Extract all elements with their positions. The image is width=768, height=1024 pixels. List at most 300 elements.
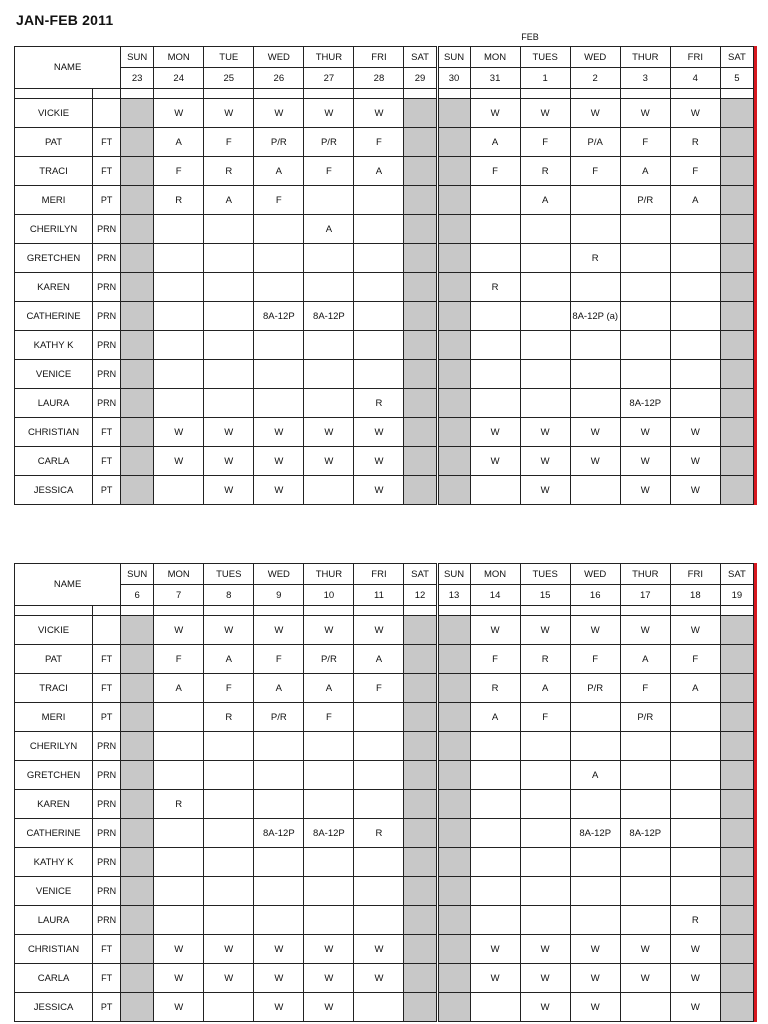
date-header: 14 xyxy=(470,585,520,606)
weekend-cell xyxy=(121,906,154,935)
shift-cell: W xyxy=(354,476,404,505)
shift-cell xyxy=(204,732,254,761)
spacer-cell xyxy=(520,89,570,99)
weekend-cell xyxy=(121,645,154,674)
shift-cell: A xyxy=(154,128,204,157)
weekend-cell xyxy=(404,848,437,877)
staff-row xyxy=(15,186,754,215)
staff-row xyxy=(15,476,754,505)
shift-cell xyxy=(570,848,620,877)
shift-cell xyxy=(154,848,204,877)
weekend-cell xyxy=(437,993,470,1022)
shift-cell: W xyxy=(520,993,570,1022)
day-of-week-header: THUR xyxy=(620,564,670,585)
weekend-cell xyxy=(437,418,470,447)
staff-name: VENICE xyxy=(15,877,93,906)
shift-cell: W xyxy=(620,616,670,645)
spacer-cell xyxy=(404,89,437,99)
shift-cell xyxy=(570,790,620,819)
weekend-cell xyxy=(404,935,437,964)
shift-cell xyxy=(354,732,404,761)
day-of-week-header: FRI xyxy=(354,564,404,585)
weekend-cell xyxy=(720,616,753,645)
shift-cell: W xyxy=(204,418,254,447)
shift-cell xyxy=(470,906,520,935)
shift-cell xyxy=(620,732,670,761)
shift-cell xyxy=(154,877,204,906)
shift-cell: W xyxy=(204,616,254,645)
shift-cell: W xyxy=(670,616,720,645)
weekend-cell xyxy=(720,157,753,186)
weekend-cell xyxy=(720,790,753,819)
shift-cell xyxy=(670,331,720,360)
shift-cell xyxy=(520,819,570,848)
weekend-cell xyxy=(720,476,753,505)
date-header: 17 xyxy=(620,585,670,606)
staff-name: CHRISTIAN xyxy=(15,418,93,447)
weekend-cell xyxy=(437,273,470,302)
day-of-week-header: SAT xyxy=(404,564,437,585)
shift-cell: A xyxy=(620,157,670,186)
shift-cell: F xyxy=(570,645,620,674)
weekend-cell xyxy=(720,215,753,244)
shift-cell xyxy=(204,331,254,360)
weekend-cell xyxy=(720,674,753,703)
shift-cell: 8A-12P xyxy=(570,819,620,848)
shift-cell: W xyxy=(254,99,304,128)
shift-cell xyxy=(354,302,404,331)
spacer-cell xyxy=(15,89,93,99)
weekend-cell xyxy=(121,244,154,273)
shift-cell xyxy=(354,790,404,819)
spacer-cell xyxy=(720,606,753,616)
weekend-cell xyxy=(437,447,470,476)
name-column-header: NAME xyxy=(15,47,121,89)
weekend-cell xyxy=(121,99,154,128)
weekend-cell xyxy=(404,186,437,215)
shift-cell: F xyxy=(470,157,520,186)
shift-cell: W xyxy=(254,418,304,447)
shift-cell: F xyxy=(354,128,404,157)
shift-cell: R xyxy=(204,703,254,732)
shift-cell xyxy=(154,360,204,389)
shift-cell: W xyxy=(254,616,304,645)
header-row-dates xyxy=(15,68,754,89)
spacer-cell xyxy=(15,606,93,616)
spacer-cell xyxy=(121,89,154,99)
weekend-cell xyxy=(720,186,753,215)
red-margin-line xyxy=(754,46,757,505)
day-of-week-header: SUN xyxy=(121,564,154,585)
shift-cell: A xyxy=(470,703,520,732)
staff-type: PRN xyxy=(93,302,121,331)
weekend-cell xyxy=(121,993,154,1022)
date-header: 2 xyxy=(570,68,620,89)
weekend-cell xyxy=(404,302,437,331)
shift-cell xyxy=(304,360,354,389)
shift-cell: W xyxy=(570,616,620,645)
shift-cell xyxy=(354,906,404,935)
spacer-cell xyxy=(720,89,753,99)
weekend-cell xyxy=(404,389,437,418)
shift-cell xyxy=(520,790,570,819)
staff-row xyxy=(15,964,754,993)
weekend-cell xyxy=(437,215,470,244)
shift-cell: P/A xyxy=(570,128,620,157)
weekend-cell xyxy=(404,157,437,186)
staff-name: CATHERINE xyxy=(15,302,93,331)
shift-cell: W xyxy=(354,964,404,993)
shift-cell: F xyxy=(470,645,520,674)
staff-row xyxy=(15,389,754,418)
weekend-cell xyxy=(121,935,154,964)
shift-cell xyxy=(254,761,304,790)
weekend-cell xyxy=(437,790,470,819)
staff-type: PRN xyxy=(93,331,121,360)
staff-name: VENICE xyxy=(15,360,93,389)
shift-cell: W xyxy=(620,418,670,447)
staff-row xyxy=(15,157,754,186)
weekend-cell xyxy=(437,906,470,935)
weekend-cell xyxy=(404,964,437,993)
shift-cell: W xyxy=(670,964,720,993)
shift-cell xyxy=(304,906,354,935)
weekend-cell xyxy=(437,674,470,703)
weekend-cell xyxy=(720,389,753,418)
date-header: 19 xyxy=(720,585,753,606)
shift-cell: A xyxy=(670,186,720,215)
day-of-week-header: THUR xyxy=(620,47,670,68)
shift-cell: W xyxy=(304,993,354,1022)
shift-cell: W xyxy=(204,99,254,128)
spacer-cell xyxy=(121,606,154,616)
weekend-cell xyxy=(437,99,470,128)
weekend-cell xyxy=(437,389,470,418)
shift-cell xyxy=(470,389,520,418)
staff-type: PT xyxy=(93,476,121,505)
shift-cell xyxy=(254,273,304,302)
day-of-week-header: THUR xyxy=(304,47,354,68)
date-header: 5 xyxy=(720,68,753,89)
weekend-cell xyxy=(121,761,154,790)
weekend-cell xyxy=(404,215,437,244)
staff-name: CHRISTIAN xyxy=(15,935,93,964)
day-of-week-header: TUE xyxy=(204,47,254,68)
shift-cell xyxy=(670,790,720,819)
shift-cell: F xyxy=(304,157,354,186)
staff-type: FT xyxy=(93,447,121,476)
spacer-cell xyxy=(470,89,520,99)
weekend-cell xyxy=(121,703,154,732)
shift-cell: W xyxy=(570,99,620,128)
shift-cell xyxy=(204,215,254,244)
shift-cell: P/R xyxy=(254,128,304,157)
weekend-cell xyxy=(121,674,154,703)
shift-cell: F xyxy=(670,645,720,674)
header-row-days xyxy=(15,47,754,68)
shift-cell: W xyxy=(670,99,720,128)
staff-row xyxy=(15,935,754,964)
spacer-cell xyxy=(437,606,470,616)
date-header: 12 xyxy=(404,585,437,606)
shift-cell xyxy=(620,302,670,331)
shift-cell: P/R xyxy=(254,703,304,732)
staff-row xyxy=(15,993,754,1022)
staff-row xyxy=(15,703,754,732)
shift-cell xyxy=(470,476,520,505)
staff-row xyxy=(15,848,754,877)
spacer-cell xyxy=(670,89,720,99)
weekend-cell xyxy=(437,244,470,273)
shift-cell xyxy=(620,273,670,302)
shift-cell: W xyxy=(470,964,520,993)
spacer-cell xyxy=(404,606,437,616)
shift-cell xyxy=(470,819,520,848)
day-of-week-header: WED xyxy=(254,564,304,585)
shift-cell: A xyxy=(304,215,354,244)
date-header: 27 xyxy=(304,68,354,89)
shift-cell xyxy=(520,302,570,331)
spacer-cell xyxy=(204,89,254,99)
shift-cell: W xyxy=(520,616,570,645)
shift-cell xyxy=(470,302,520,331)
shift-cell xyxy=(470,732,520,761)
staff-row xyxy=(15,877,754,906)
weekend-cell xyxy=(121,302,154,331)
staff-type: PRN xyxy=(93,360,121,389)
shift-cell xyxy=(570,906,620,935)
day-of-week-header: WED xyxy=(254,47,304,68)
staff-name: TRACI xyxy=(15,674,93,703)
shift-cell: W xyxy=(620,964,670,993)
shift-cell: W xyxy=(570,993,620,1022)
staff-type: PT xyxy=(93,186,121,215)
header-row-days xyxy=(15,564,754,585)
weekend-cell xyxy=(720,128,753,157)
weekend-cell xyxy=(720,99,753,128)
shift-cell: W xyxy=(304,418,354,447)
staff-name: TRACI xyxy=(15,157,93,186)
weekend-cell xyxy=(121,331,154,360)
shift-cell: A xyxy=(470,128,520,157)
shift-cell: W xyxy=(354,99,404,128)
day-of-week-header: SAT xyxy=(404,47,437,68)
staff-row xyxy=(15,215,754,244)
spacer-cell xyxy=(570,606,620,616)
date-header: 4 xyxy=(670,68,720,89)
name-column-header: NAME xyxy=(15,564,121,606)
shift-cell: 8A-12P xyxy=(304,302,354,331)
shift-cell xyxy=(204,906,254,935)
day-of-week-header: SAT xyxy=(720,564,753,585)
weekend-cell xyxy=(720,447,753,476)
shift-cell: A xyxy=(154,674,204,703)
shift-cell xyxy=(204,389,254,418)
weekend-cell xyxy=(404,360,437,389)
shift-cell: A xyxy=(620,645,670,674)
day-of-week-header: MON xyxy=(154,564,204,585)
shift-cell xyxy=(470,244,520,273)
shift-cell xyxy=(470,360,520,389)
shift-cell xyxy=(670,273,720,302)
shift-cell xyxy=(520,906,570,935)
shift-cell xyxy=(520,215,570,244)
day-of-week-header: FRI xyxy=(670,47,720,68)
day-of-week-header: TUES xyxy=(520,564,570,585)
date-header: 6 xyxy=(121,585,154,606)
staff-type: FT xyxy=(93,674,121,703)
staff-row xyxy=(15,418,754,447)
shift-cell xyxy=(470,761,520,790)
shift-cell: R xyxy=(154,186,204,215)
shift-cell: W xyxy=(470,418,520,447)
shift-cell: W xyxy=(470,935,520,964)
shift-cell xyxy=(354,331,404,360)
shift-cell: W xyxy=(204,935,254,964)
staff-row xyxy=(15,447,754,476)
date-header: 15 xyxy=(520,585,570,606)
shift-cell: W xyxy=(154,993,204,1022)
shift-cell: R xyxy=(570,244,620,273)
weekend-cell xyxy=(720,761,753,790)
weekend-cell xyxy=(437,157,470,186)
staff-name: JESSICA xyxy=(15,993,93,1022)
weekend-cell xyxy=(404,273,437,302)
shift-cell xyxy=(620,848,670,877)
shift-cell xyxy=(154,476,204,505)
weekend-cell xyxy=(437,964,470,993)
staff-row xyxy=(15,732,754,761)
shift-cell: W xyxy=(354,447,404,476)
date-header: 18 xyxy=(670,585,720,606)
shift-cell xyxy=(354,215,404,244)
shift-cell xyxy=(520,732,570,761)
shift-cell xyxy=(670,389,720,418)
weekend-cell xyxy=(437,331,470,360)
shift-cell xyxy=(520,244,570,273)
shift-cell: W xyxy=(670,418,720,447)
shift-cell: W xyxy=(470,99,520,128)
shift-cell xyxy=(354,186,404,215)
weekend-cell xyxy=(437,616,470,645)
shift-cell xyxy=(154,819,204,848)
weekend-cell xyxy=(720,331,753,360)
shift-cell xyxy=(670,302,720,331)
spacer-cell xyxy=(570,89,620,99)
staff-row xyxy=(15,331,754,360)
staff-name: KAREN xyxy=(15,273,93,302)
day-of-week-header: TUES xyxy=(204,564,254,585)
weekend-cell xyxy=(121,447,154,476)
shift-cell: F xyxy=(570,157,620,186)
weekend-cell xyxy=(121,186,154,215)
shift-cell: R xyxy=(154,790,204,819)
shift-cell xyxy=(570,703,620,732)
date-header: 29 xyxy=(404,68,437,89)
shift-cell: A xyxy=(304,674,354,703)
shift-cell: W xyxy=(154,418,204,447)
shift-cell xyxy=(254,215,304,244)
weekend-cell xyxy=(121,790,154,819)
weekend-cell xyxy=(404,128,437,157)
day-of-week-header: MON xyxy=(154,47,204,68)
weekend-cell xyxy=(437,645,470,674)
spacer-cell xyxy=(620,89,670,99)
shift-cell: 8A-12P xyxy=(620,389,670,418)
shift-cell xyxy=(254,877,304,906)
staff-name: MERI xyxy=(15,703,93,732)
staff-name: VICKIE xyxy=(15,616,93,645)
staff-type: FT xyxy=(93,157,121,186)
date-header: 26 xyxy=(254,68,304,89)
date-header: 1 xyxy=(520,68,570,89)
weekend-cell xyxy=(121,732,154,761)
shift-cell xyxy=(154,389,204,418)
staff-type: PRN xyxy=(93,732,121,761)
shift-cell xyxy=(354,703,404,732)
shift-cell: 8A-12P (a) xyxy=(570,302,620,331)
shift-cell: W xyxy=(520,418,570,447)
weekend-cell xyxy=(404,703,437,732)
shift-cell xyxy=(520,331,570,360)
shift-cell xyxy=(354,273,404,302)
staff-row xyxy=(15,819,754,848)
shift-cell: F xyxy=(354,674,404,703)
shift-cell xyxy=(304,331,354,360)
shift-cell: W xyxy=(304,616,354,645)
shift-cell: W xyxy=(570,935,620,964)
shift-cell: W xyxy=(670,993,720,1022)
weekend-cell xyxy=(720,819,753,848)
shift-cell xyxy=(570,331,620,360)
shift-cell xyxy=(670,732,720,761)
weekend-cell xyxy=(437,761,470,790)
staff-type: PRN xyxy=(93,790,121,819)
shift-cell xyxy=(570,732,620,761)
shift-cell xyxy=(620,993,670,1022)
weekend-cell xyxy=(437,848,470,877)
shift-cell: W xyxy=(570,447,620,476)
weekend-cell xyxy=(404,476,437,505)
shift-cell: P/R xyxy=(304,645,354,674)
staff-name: GRETCHEN xyxy=(15,761,93,790)
date-header: 10 xyxy=(304,585,354,606)
weekend-cell xyxy=(121,616,154,645)
shift-cell: 8A-12P xyxy=(620,819,670,848)
red-margin-line xyxy=(754,563,757,1022)
day-of-week-header: FRI xyxy=(670,564,720,585)
shift-cell xyxy=(204,993,254,1022)
shift-cell xyxy=(304,244,354,273)
spacer-cell xyxy=(670,606,720,616)
weekend-cell xyxy=(720,418,753,447)
shift-cell: W xyxy=(620,476,670,505)
shift-cell: R xyxy=(670,906,720,935)
staff-row xyxy=(15,674,754,703)
shift-cell: P/R xyxy=(620,186,670,215)
day-of-week-header: SUN xyxy=(437,564,470,585)
staff-row xyxy=(15,99,754,128)
staff-name: KATHY K xyxy=(15,331,93,360)
staff-type: FT xyxy=(93,935,121,964)
shift-cell xyxy=(520,877,570,906)
weekend-cell xyxy=(720,848,753,877)
shift-cell: F xyxy=(670,157,720,186)
shift-cell xyxy=(354,761,404,790)
staff-type: PRN xyxy=(93,848,121,877)
shift-cell: W xyxy=(254,476,304,505)
shift-cell xyxy=(204,877,254,906)
